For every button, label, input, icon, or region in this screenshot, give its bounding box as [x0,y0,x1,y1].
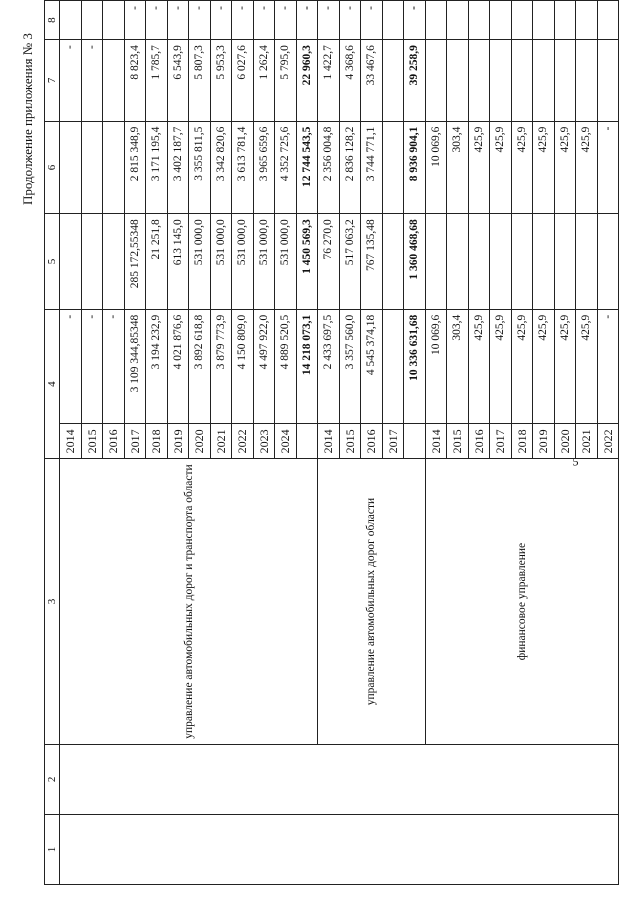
page-number: 5 [572,454,579,469]
header-col-5: 5 [45,214,60,310]
total-cell-c5: 1 450 569,3 [296,214,318,310]
value-cell-c5 [511,214,533,310]
value-cell-c7: 5 953,3 [210,40,232,121]
year-cell: 2018 [146,424,168,459]
value-cell-c4: 10 069,6 [425,309,447,424]
value-cell-c6: 3 355 811,5 [189,121,211,214]
total-cell-c8: - [296,1,318,40]
year-cell: 2017 [124,424,146,459]
value-cell-c8: - [210,1,232,40]
year-cell: 2019 [533,424,555,459]
value-cell-c4: 425,9 [511,309,533,424]
value-cell-c6: 2 836 128,2 [339,121,361,214]
header-col-2: 2 [45,744,60,814]
year-cell: 2022 [597,424,619,459]
value-cell-c7 [103,40,125,121]
value-cell-c7: 5 807,3 [189,40,211,121]
year-cell: 2016 [468,424,490,459]
value-cell-c4: 425,9 [468,309,490,424]
value-cell-c8 [447,1,469,40]
executor-label: финансовое управление [425,459,619,744]
year-cell: 2014 [60,424,82,459]
year-cell: 2016 [103,424,125,459]
total-cell-c4: 10 336 631,68 [404,309,426,424]
value-cell-c7: 5 795,0 [275,40,297,121]
value-cell-c5 [103,214,125,310]
value-cell-c6: 3 342 820,6 [210,121,232,214]
value-cell-c4: 425,9 [554,309,576,424]
value-cell-c6 [382,121,404,214]
value-cell-c6: 3 744 771,1 [361,121,383,214]
value-cell-c8 [60,1,82,40]
value-cell-c7 [597,40,619,121]
table-row [60,1,82,885]
total-cell-c8: - [404,1,426,40]
header-col-7: 7 [45,40,60,121]
value-cell-c7 [533,40,555,121]
value-cell-c5: 531 000,0 [210,214,232,310]
year-cell: 2024 [275,424,297,459]
value-cell-c5: 517 063,2 [339,214,361,310]
value-cell-c5: 531 000,0 [189,214,211,310]
value-cell-c8: - [339,1,361,40]
value-cell-c4: - [60,309,82,424]
value-cell-c5 [576,214,598,310]
year-cell: 2022 [232,424,254,459]
value-cell-c6 [60,121,82,214]
value-cell-c5 [468,214,490,310]
value-cell-c4 [382,309,404,424]
value-cell-c8 [425,1,447,40]
value-cell-c5 [425,214,447,310]
value-cell-c4: 425,9 [490,309,512,424]
value-cell-c6: 425,9 [468,121,490,214]
value-cell-c5: 767 135,48 [361,214,383,310]
appendix-label: Продолжение приложения № 3 [20,33,35,205]
value-cell-c4: 3 194 232,9 [146,309,168,424]
value-cell-c8: - [361,1,383,40]
year-cell: 2017 [490,424,512,459]
value-cell-c6: 425,9 [511,121,533,214]
value-cell-c8 [490,1,512,40]
value-cell-c5: 613 145,0 [167,214,189,310]
value-cell-c8: - [189,1,211,40]
value-cell-c6: 425,9 [576,121,598,214]
col-2-cell [60,744,619,814]
value-cell-c7 [554,40,576,121]
value-cell-c8 [382,1,404,40]
value-cell-c8: - [124,1,146,40]
year-cell: 2019 [167,424,189,459]
value-cell-c4: 4 021 876,6 [167,309,189,424]
value-cell-c6: 425,9 [554,121,576,214]
value-cell-c5 [447,214,469,310]
year-cell: 2015 [339,424,361,459]
value-cell-c8 [554,1,576,40]
value-cell-c8 [511,1,533,40]
value-cell-c8: - [253,1,275,40]
header-col-1: 1 [45,814,60,884]
value-cell-c8: - [275,1,297,40]
value-cell-c4: 4 150 809,0 [232,309,254,424]
value-cell-c6: 10 069,6 [425,121,447,214]
value-cell-c7: - [60,40,82,121]
value-cell-c8: - [318,1,340,40]
value-cell-c4: 425,9 [576,309,598,424]
col-1-cell [60,814,619,884]
year-cell: 2014 [425,424,447,459]
value-cell-c4: 3 892 618,8 [189,309,211,424]
value-cell-c6: 3 402 187,7 [167,121,189,214]
total-cell-c4: 14 218 073,1 [296,309,318,424]
value-cell-c7: 6 027,6 [232,40,254,121]
value-cell-c4: 3 357 560,0 [339,309,361,424]
year-cell: 2021 [576,424,598,459]
total-cell-c6: 12 744 543,5 [296,121,318,214]
value-cell-c5: 21 251,8 [146,214,168,310]
value-cell-c5 [81,214,103,310]
value-cell-c6 [81,121,103,214]
value-cell-c4: - [81,309,103,424]
value-cell-c6: 303,4 [447,121,469,214]
total-cell-c6: 8 936 904,1 [404,121,426,214]
header-col-6: 6 [45,121,60,214]
year-cell: 2021 [210,424,232,459]
value-cell-c7 [447,40,469,121]
value-cell-c7 [576,40,598,121]
budget-table [44,0,619,885]
value-cell-c8: - [146,1,168,40]
value-cell-c7 [382,40,404,121]
value-cell-c7: 33 467,6 [361,40,383,121]
value-cell-c4: 3 879 773,9 [210,309,232,424]
value-cell-c6: 3 613 781,4 [232,121,254,214]
header-col-4: 4 [45,309,60,459]
value-cell-c7: 6 543,9 [167,40,189,121]
value-cell-c4: 425,9 [533,309,555,424]
value-cell-c6 [103,121,125,214]
year-cell: 2020 [554,424,576,459]
total-year-cell [296,424,318,459]
value-cell-c5 [382,214,404,310]
total-cell-c7: 39 258,9 [404,40,426,121]
header-row [45,1,60,885]
value-cell-c4: 4 545 374,18 [361,309,383,424]
value-cell-c6: 2 815 348,9 [124,121,146,214]
value-cell-c6: 3 965 659,6 [253,121,275,214]
year-cell: 2023 [253,424,275,459]
value-cell-c5 [490,214,512,310]
value-cell-c7 [468,40,490,121]
year-cell: 2016 [361,424,383,459]
value-cell-c7 [511,40,533,121]
value-cell-c8 [576,1,598,40]
year-cell: 2015 [81,424,103,459]
value-cell-c8 [81,1,103,40]
total-cell-c7: 22 960,3 [296,40,318,121]
total-cell-c5: 1 360 468,68 [404,214,426,310]
value-cell-c6: 425,9 [533,121,555,214]
value-cell-c7: 1 262,4 [253,40,275,121]
executor-label: управление автомобильных дорог и транспорта области [60,459,318,744]
value-cell-c7: - [81,40,103,121]
total-year-cell [404,424,426,459]
value-cell-c5: 531 000,0 [253,214,275,310]
value-cell-c6: 3 171 195,4 [146,121,168,214]
value-cell-c8 [468,1,490,40]
value-cell-c4: 2 433 697,5 [318,309,340,424]
value-cell-c7: 8 823,4 [124,40,146,121]
value-cell-c7 [490,40,512,121]
value-cell-c4: 4 889 520,5 [275,309,297,424]
value-cell-c5 [60,214,82,310]
value-cell-c7 [425,40,447,121]
value-cell-c7: 1 422,7 [318,40,340,121]
value-cell-c5: 285 172,55348 [124,214,146,310]
value-cell-c8: - [232,1,254,40]
value-cell-c5 [533,214,555,310]
value-cell-c8 [103,1,125,40]
value-cell-c4: - [597,309,619,424]
value-cell-c4: 3 109 344,85348 [124,309,146,424]
value-cell-c6: - [597,121,619,214]
year-cell: 2014 [318,424,340,459]
year-cell: 2017 [382,424,404,459]
value-cell-c8: - [167,1,189,40]
value-cell-c5 [554,214,576,310]
value-cell-c7: 1 785,7 [146,40,168,121]
value-cell-c5: 76 270,0 [318,214,340,310]
value-cell-c5: 531 000,0 [275,214,297,310]
year-cell: 2018 [511,424,533,459]
value-cell-c8 [597,1,619,40]
value-cell-c8 [533,1,555,40]
value-cell-c4: 303,4 [447,309,469,424]
executor-label: управление автомобильных дорог области [318,459,426,744]
value-cell-c5 [597,214,619,310]
table-body [60,1,619,885]
value-cell-c6: 425,9 [490,121,512,214]
year-cell: 2015 [447,424,469,459]
value-cell-c6: 2 356 004,8 [318,121,340,214]
header-col-3: 3 [45,459,60,744]
value-cell-c6: 4 352 725,6 [275,121,297,214]
value-cell-c5: 531 000,0 [232,214,254,310]
value-cell-c4: 4 497 922,0 [253,309,275,424]
header-col-8: 8 [45,1,60,40]
year-cell: 2020 [189,424,211,459]
value-cell-c7: 4 368,6 [339,40,361,121]
value-cell-c4: - [103,309,125,424]
